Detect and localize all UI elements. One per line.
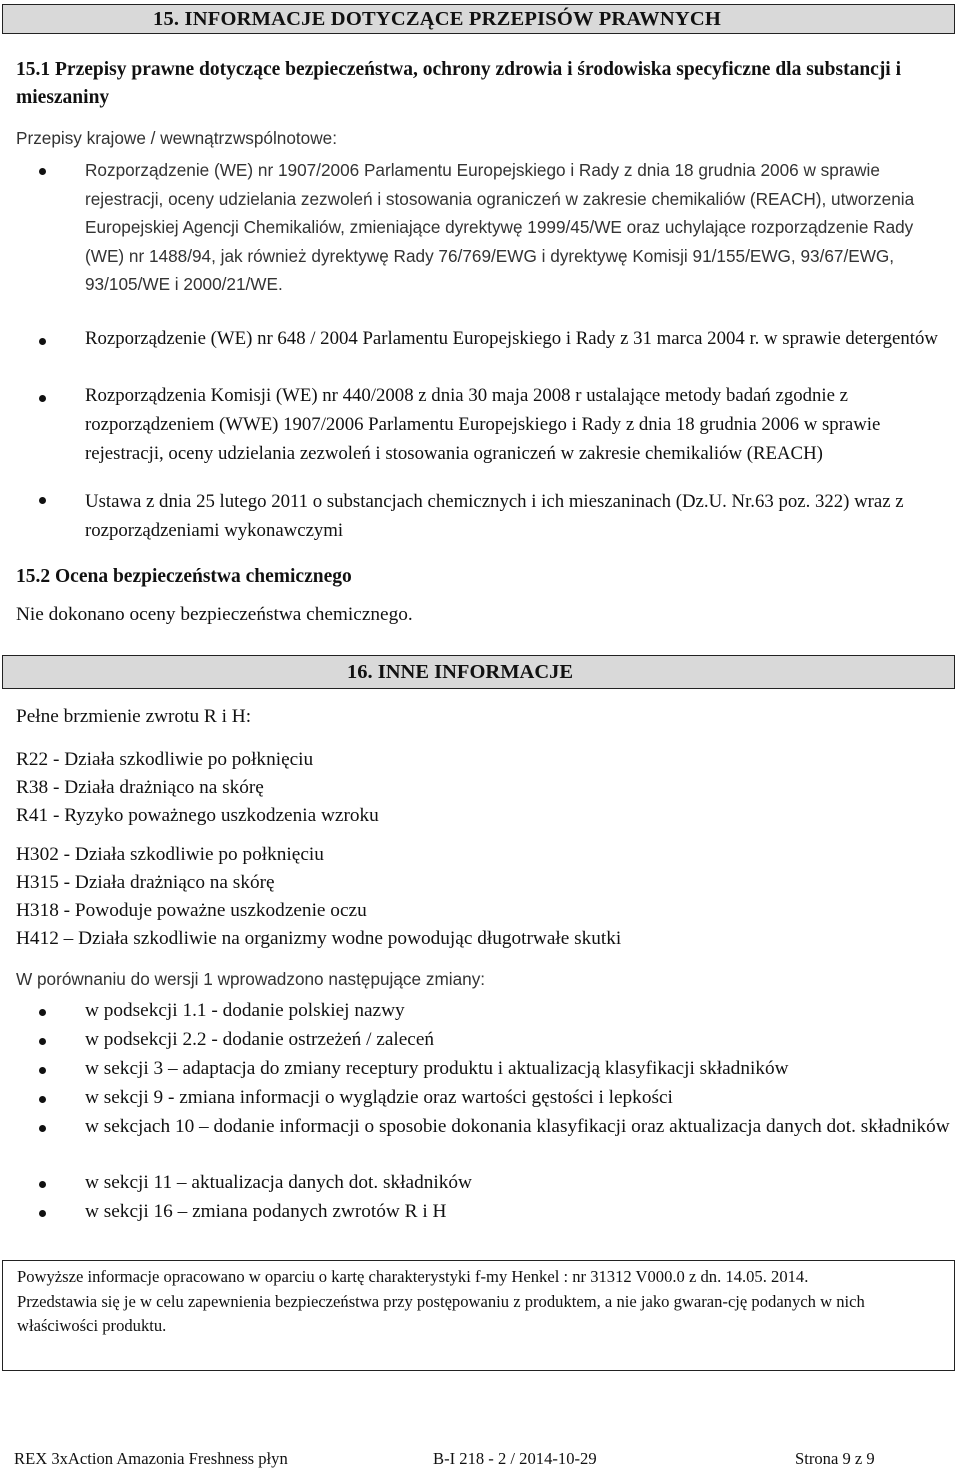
h-phrase: H412 – Działa szkodliwie na organizmy wodne powodując długotrwałe skutki (16, 928, 622, 949)
disclaimer-source: Powyższe informacje opracowano w oparciu o kartę charakterystyki f-my Henkel : nr 31312 V000.0 z dn. 14.05. 2014. (17, 1267, 809, 1286)
change-item: w sekcjach 10 – dodanie informacji o sposobie dokonania klasyfikacji oraz aktualizacja danych dot. składników (85, 1116, 950, 1137)
section-16-title: 16. INNE INFORMACJE (347, 661, 574, 683)
h-phrase: H318 - Powoduje poważne uszkodzenie oczu (16, 900, 367, 921)
h-phrase: H315 - Działa drażniąco na skórę (16, 872, 275, 893)
change-item: w sekcji 16 – zmiana podanych zwrotów R i H (85, 1201, 447, 1222)
bullet-icon (39, 395, 46, 402)
footer-page-number: Strona 9 z 9 (795, 1449, 875, 1468)
bullet-icon (39, 168, 46, 175)
bullet-icon (39, 1009, 46, 1016)
disclaimer-box (2, 1260, 955, 1371)
bullet-icon (39, 497, 46, 504)
footer-doc-code: B-I 218 - 2 / 2014-10-29 (433, 1449, 597, 1468)
section-15-header (2, 4, 955, 34)
disclaimer-text (17, 1265, 942, 1339)
regulation-item: Rozporządzenie (WE) nr 1907/2006 Parlamentu Europejskiego i Rady z dnia 18 grudnia 2006 w sprawie rejestracji, oceny udzielania zezwoleń i stosowania ograniczeń w zakresie chemikaliów (REACH), utworzenia Europejskiej Agencji Chemikaliów, zmieniające dyrektywę 1999/45/WE oraz uchylające rozporządzenie Rady (WE) nr 1488/94, jak również dyrektywę Rady 76/769/EWG i dyrektywę Komisji 91/155/EWG, 93/67/EWG, 93/105/WE i 2000/21/WE. (85, 160, 915, 295)
section-15-title: 15. INFORMACJE DOTYCZĄCE PRZEPISÓW PRAWNYCH (153, 8, 722, 30)
regulation-item: Rozporządzenie (WE) nr 648 / 2004 Parlamentu Europejskiego i Rady z 31 marca 2004 r. w sprawie detergentów (85, 328, 938, 349)
changes-label: W porównaniu do wersji 1 wprowadzono następujące zmiany: (16, 969, 486, 989)
r-phrase: R38 - Działa drażniąco na skórę (16, 777, 264, 798)
bullet-icon (39, 1210, 46, 1217)
regulation-item: Rozporządzenia Komisji (WE) nr 440/2008 z dnia 30 maja 2008 r ustalające metody badań zgodnie z rozporządzeniem (WWE) 1907/2006 Parlamentu Europejskiego i Rady z dnia 18 grudnia 2006 w sprawie rejestracji, oceny udzielania zezwoleń i stosowania ograniczeń w zakresie chemikaliów (REACH) (85, 385, 881, 464)
bullet-icon (39, 1096, 46, 1103)
subsection-15-1-title: 15.1 Przepisy prawne dotyczące bezpieczeństwa, ochrony zdrowia i środowiska specyficzne dla substancji i mieszaniny (16, 59, 902, 108)
bullet-icon (39, 1125, 46, 1132)
bullet-icon (39, 1038, 46, 1045)
change-item: w podsekcji 2.2 - dodanie ostrzeżeń / zaleceń (85, 1029, 435, 1050)
footer-product: REX 3xAction Amazonia Freshness płyn (14, 1449, 288, 1468)
r-phrase: R22 - Działa szkodliwie po połknięciu (16, 749, 314, 770)
bullet-icon (39, 1067, 46, 1074)
change-item: w sekcji 9 - zmiana informacji o wyglądzie oraz wartości gęstości i lepkości (85, 1087, 673, 1108)
change-item: w podsekcji 1.1 - dodanie polskiej nazwy (85, 1000, 405, 1021)
regulation-item: Ustawa z dnia 25 lutego 2011 o substancjach chemicznych i ich mieszaninach (Dz.U. Nr.63 poz. 322) wraz z rozporządzeniami wykonawczymi (85, 491, 904, 541)
national-regulations-label: Przepisy krajowe / wewnątrzwspólnotowe: (16, 128, 337, 148)
subsection-15-2-text: Nie dokonano oceny bezpieczeństwa chemicznego. (16, 604, 413, 625)
bullet-icon (39, 338, 46, 345)
h-phrase: H302 - Działa szkodliwie po połknięciu (16, 844, 324, 865)
subsection-15-2-title: 15.2 Ocena bezpieczeństwa chemicznego (16, 566, 352, 587)
r-phrase: R41 - Ryzyko poważnego uszkodzenia wzroku (16, 805, 379, 826)
bullet-icon (39, 1181, 46, 1188)
disclaimer-purpose: Przedstawia się je w celu zapewnienia bezpieczeństwa przy postępowaniu z produktem, a nie jako gwaran-cję podanych w nich właściwości produktu. (17, 1291, 865, 1335)
change-item: w sekcji 11 – aktualizacja danych dot. składników (85, 1172, 472, 1193)
change-item: w sekcji 3 – adaptacja do zmiany receptury produktu i aktualizacją klasyfikacji składników (85, 1058, 789, 1079)
full-phrases-label: Pełne brzmienie zwrotu R i H: (16, 706, 252, 727)
section-16-header (2, 655, 955, 689)
